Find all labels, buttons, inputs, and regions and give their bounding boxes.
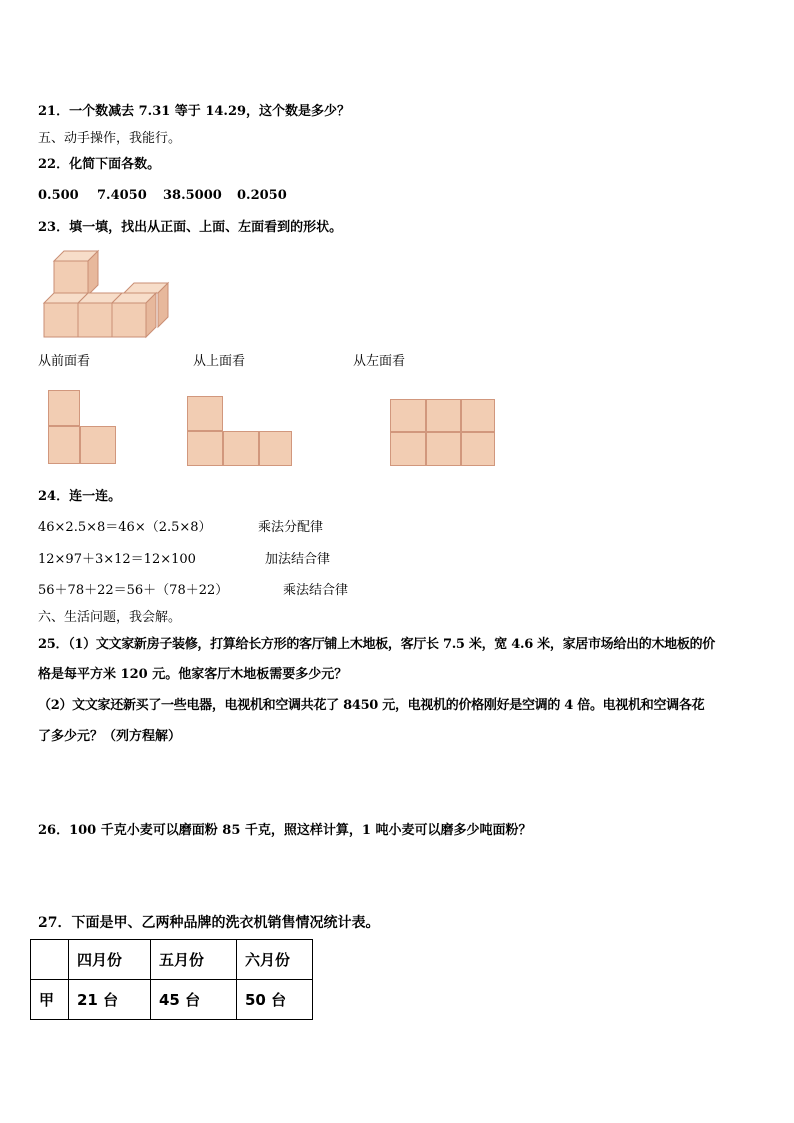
question-27: 27．下面是甲、乙两种品牌的洗衣机销售情况统计表。: [38, 915, 380, 931]
question-23: 23．填一填，找出从正面、上面、左面看到的形状。: [38, 220, 343, 235]
bottom-cube-3-front-face: [112, 303, 146, 337]
q22-number-4: 0.2050: [237, 188, 287, 203]
q24-equation-1: 46×2.5×8＝46×（2.5×8）: [38, 520, 212, 535]
question-21: 21．一个数减去 7.31 等于 14.29，这个数是多少？: [38, 104, 351, 119]
table-cell: 21 台: [69, 980, 151, 1020]
bottom-cube-2-front-face: [78, 303, 112, 337]
table-header-row: [31, 940, 313, 980]
top-view-square: [187, 396, 223, 431]
section-5-heading: 五、动手操作，我能行。: [38, 131, 182, 146]
q24-equation-2: 12×97＋3×12＝12×100: [38, 552, 196, 567]
view-label-left: 从左面看: [353, 354, 406, 369]
left-view-square: [426, 432, 461, 466]
q22-number-3: 38.5000: [163, 188, 222, 203]
table-header-cell: [31, 940, 69, 980]
question-26: 26．100 千克小麦可以磨面粉 85 千克，照这样计算，1 吨小麦可以磨多少吨面粉？: [38, 823, 532, 838]
left-view-square: [426, 399, 461, 432]
question-25-part2-line2: 了多少元？（列方程解）: [38, 729, 182, 744]
top-view-square: [187, 431, 223, 466]
view-label-front: 从前面看: [38, 354, 91, 369]
q24-equation-3: 56＋78＋22＝56＋（78＋22）: [38, 583, 229, 598]
front-view-square: [48, 426, 80, 464]
left-view-square: [461, 432, 495, 466]
question-25-part2-line1: （2）文文家还新买了一些电器，电视机和空调共花了 8450 元，电视机的价格刚好是空调的 4 倍。电视机和空调各花: [38, 698, 705, 713]
table-row: [31, 980, 313, 1020]
q22-number-1: 0.500: [38, 188, 79, 203]
left-view-square: [461, 399, 495, 432]
q24-law-3[interactable]: 乘法结合律: [283, 583, 349, 598]
bottom-cube-1-front-face: [44, 303, 78, 337]
question-25-part1-line1: 25．（1）文文家新房子装修，打算给长方形的客厅铺上木地板，客厅长 7.5 米，宽 4.6 米，家居市场给出的木地板的价: [38, 637, 715, 652]
question-24: 24．连一连。: [38, 489, 122, 504]
table-cell-brand: 甲: [31, 980, 69, 1020]
sales-table: [30, 939, 313, 1020]
table-header-cell: 五月份: [151, 940, 237, 980]
top-view-square: [259, 431, 292, 466]
table-cell: 45 台: [151, 980, 237, 1020]
q24-law-2[interactable]: 加法结合律: [265, 552, 331, 567]
left-view-square: [390, 432, 426, 466]
top-cube-front-face: [54, 261, 88, 295]
table-cell: 50 台: [237, 980, 313, 1020]
question-22: 22．化简下面各数。: [38, 157, 161, 172]
table-header-cell: 四月份: [69, 940, 151, 980]
q22-number-2: 7.4050: [97, 188, 147, 203]
view-label-top: 从上面看: [193, 354, 246, 369]
question-25-part1-line2: 格是每平方米 120 元。他家客厅木地板需要多少元？: [38, 667, 348, 682]
front-view-square: [48, 390, 80, 426]
q24-law-1[interactable]: 乘法分配律: [258, 520, 324, 535]
front-view-square: [80, 426, 116, 464]
section-6-heading: 六、生活问题，我会解。: [38, 610, 182, 625]
cube-stack-figure: [40, 247, 180, 347]
top-view-square: [223, 431, 259, 466]
left-view-square: [390, 399, 426, 432]
table-header-cell: 六月份: [237, 940, 313, 980]
